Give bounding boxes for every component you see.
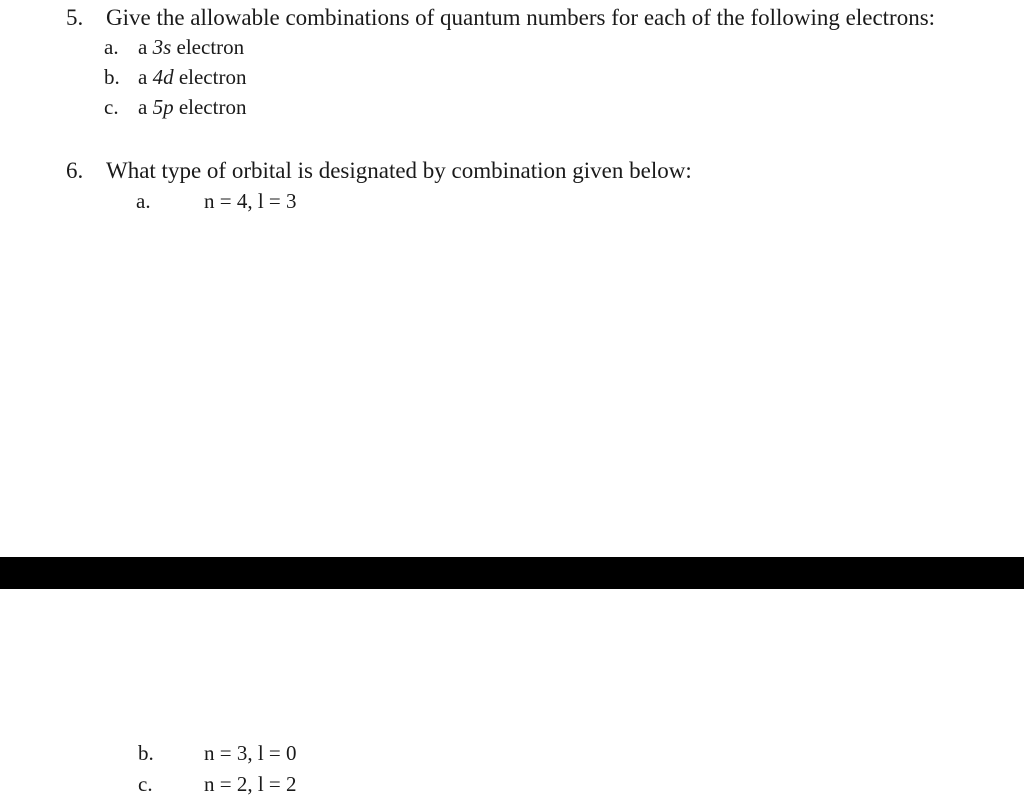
question-6a-label: a. bbox=[136, 189, 151, 213]
question-5c-orbital: 5p bbox=[152, 95, 174, 119]
question-6a-equation: n = 4, l = 3 bbox=[204, 189, 297, 213]
question-6c-label: c. bbox=[138, 772, 153, 796]
question-5c-label: c. bbox=[104, 95, 119, 119]
question-5-text: Give the allowable combinations of quantum numbers for each of the following electrons: bbox=[106, 5, 936, 30]
redaction-bar bbox=[0, 557, 1024, 589]
question-6-text: What type of orbital is designated by combination given below: bbox=[106, 158, 692, 183]
question-5a-prefix: a bbox=[138, 35, 153, 59]
question-5b-suffix: electron bbox=[173, 65, 247, 89]
question-5-number: 5. bbox=[66, 5, 84, 30]
question-5b-prefix: a bbox=[138, 65, 153, 89]
question-5a-label: a. bbox=[104, 35, 119, 59]
question-5a-suffix: electron bbox=[171, 35, 245, 59]
question-6b-equation: n = 3, l = 0 bbox=[204, 741, 297, 765]
question-5b-label: b. bbox=[104, 65, 120, 89]
question-5a-text bbox=[138, 37, 244, 58]
question-6b-label: b. bbox=[138, 741, 154, 765]
question-5c-suffix: electron bbox=[173, 95, 247, 119]
question-5c-prefix: a bbox=[138, 95, 153, 119]
question-6c-equation: n = 2, l = 2 bbox=[204, 772, 297, 796]
question-5a-orbital: 3s bbox=[152, 35, 172, 59]
question-5b-orbital: 4d bbox=[152, 65, 174, 89]
question-5c-text bbox=[138, 97, 246, 118]
question-5b-text bbox=[138, 67, 246, 88]
question-6-number: 6. bbox=[66, 158, 84, 183]
